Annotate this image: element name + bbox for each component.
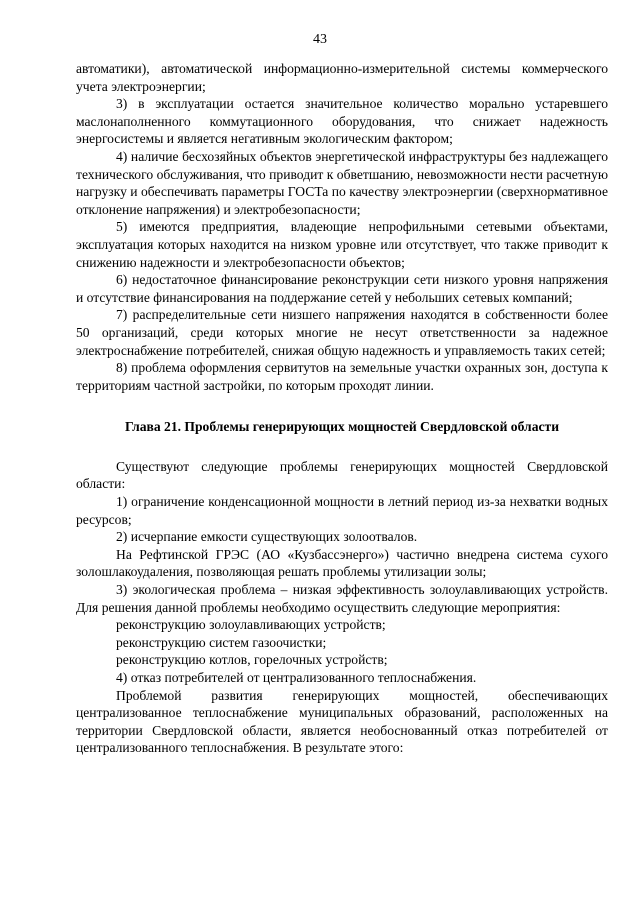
list-item: реконструкцию систем газоочистки; <box>116 634 327 650</box>
paragraph: На Рефтинской ГРЭС (АО «Кузбассэнерго») частично внедрена система сухого золошлакоудаления, позволяющая решать проблемы утилизации золы; <box>76 546 608 580</box>
paragraph: автоматики), автоматической информационно-измерительной системы коммерческого учета электроэнергии; <box>76 61 608 94</box>
list-item: реконструкцию котлов, горелочных устройств; <box>116 652 388 668</box>
paragraph: 4) отказ потребителей от централизованного теплоснабжения. <box>116 670 477 685</box>
paragraph: 6) недостаточное финансирование реконструкции сети низкого уровня напряжения и отсутствие финансирования на поддержание сетей у небольших сетевых компаний; <box>76 272 608 305</box>
paragraph: 1) ограничение конденсационной мощности в летний период из-за нехватки водных ресурсов; <box>76 494 608 527</box>
page-number: 43 <box>313 32 327 47</box>
paragraph: 3) в эксплуатации остается значительное количество морально устаревшего маслонаполненного коммутационного оборудования, что снижает надежность энергосистемы и является негативным экологическим фактором; <box>76 96 608 147</box>
list-item: реконструкцию золоулавливающих устройств; <box>116 617 386 633</box>
paragraph: 3) экологическая проблема – низкая эффективность золоулавливающих устройств. Для решения данной проблемы необходимо осуществить следующие мероприятия: <box>76 582 608 615</box>
paragraph: Существуют следующие проблемы генерирующих мощностей Свердловской области: <box>76 458 608 492</box>
paragraph: 7) распределительные сети низшего напряжения находятся в собственности более 50 организаций, среди которых многие не несут ответственности за надежное электроснабжение потребителей, снижая общую надежность и управляемость таких сетей; <box>76 307 608 358</box>
paragraph: 8) проблема оформления сервитутов на земельные участки охранных зон, доступа к территориям частной застройки, по которым проходят линии. <box>76 360 608 393</box>
paragraph: Проблемой развития генерирующих мощностей, обеспечивающих централизованное теплоснабжение муниципальных образований, расположенных на территории Свердловской области, является необоснованный отказ потребителей от централизованного теплоснабжения. В результате этого: <box>76 687 608 756</box>
paragraph: 4) наличие бесхозяйных объектов энергетической инфраструктуры без надлежащего технического обслуживания, что приводит к обветшанию, невозможности нести расчетную нагрузку и обеспечивать параметры ГОСТа по качеству электроэнергии (сверхнормативное отклонение напряжения) и электробезопасности; <box>76 148 608 217</box>
paragraph: 2) исчерпание емкости существующих золоотвалов. <box>116 529 418 545</box>
document-body <box>76 60 608 757</box>
paragraph: 5) имеются предприятия, владеющие непрофильными сетевыми объектами, эксплуатация которых находится на низком уровне или отсутствует, что также приводит к снижению надежности и электробезопасности объектов; <box>76 219 608 270</box>
chapter-heading: Глава 21. Проблемы генерирующих мощностей Свердловской области <box>124 419 560 435</box>
